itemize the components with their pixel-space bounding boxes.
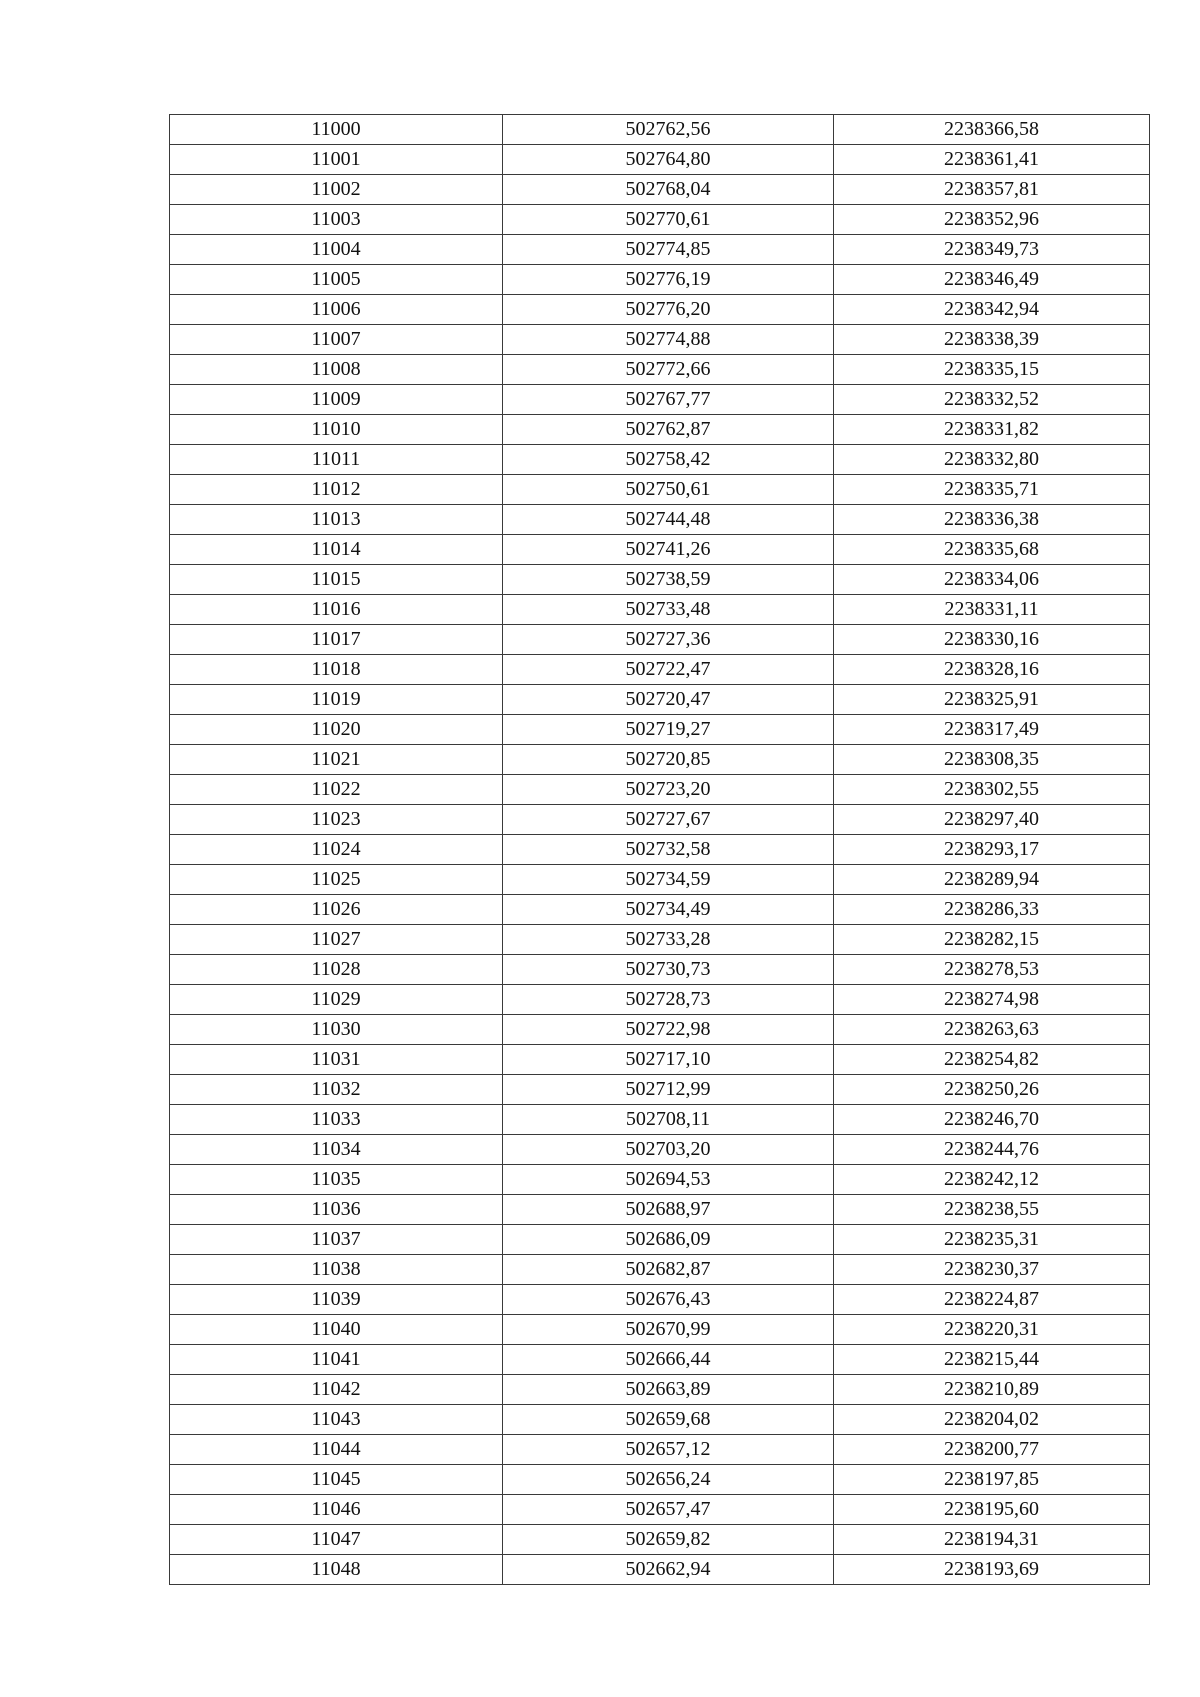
x-coordinate-cell: 502688,97	[503, 1195, 834, 1225]
point-number-cell: 11007	[170, 325, 503, 355]
point-number-cell: 11008	[170, 355, 503, 385]
table-row	[170, 445, 1150, 475]
y-coordinate-cell: 2238250,26	[834, 1075, 1150, 1105]
point-number-cell: 11024	[170, 835, 503, 865]
table-row	[170, 115, 1150, 145]
table-row	[170, 175, 1150, 205]
x-coordinate-cell: 502728,73	[503, 985, 834, 1015]
x-coordinate-cell: 502712,99	[503, 1075, 834, 1105]
x-coordinate-cell: 502720,47	[503, 685, 834, 715]
y-coordinate-cell: 2238336,38	[834, 505, 1150, 535]
table-row	[170, 505, 1150, 535]
table-row	[170, 145, 1150, 175]
point-number-cell: 11042	[170, 1375, 503, 1405]
point-number-cell: 11044	[170, 1435, 503, 1465]
x-coordinate-cell: 502727,67	[503, 805, 834, 835]
point-number-cell: 11032	[170, 1075, 503, 1105]
table-row	[170, 1075, 1150, 1105]
point-number-cell: 11010	[170, 415, 503, 445]
y-coordinate-cell: 2238193,69	[834, 1555, 1150, 1585]
x-coordinate-cell: 502768,04	[503, 175, 834, 205]
table-row	[170, 1165, 1150, 1195]
point-number-cell: 11009	[170, 385, 503, 415]
x-coordinate-cell: 502723,20	[503, 775, 834, 805]
y-coordinate-cell: 2238200,77	[834, 1435, 1150, 1465]
table-row	[170, 1315, 1150, 1345]
y-coordinate-cell: 2238244,76	[834, 1135, 1150, 1165]
point-number-cell: 11027	[170, 925, 503, 955]
y-coordinate-cell: 2238238,55	[834, 1195, 1150, 1225]
y-coordinate-cell: 2238335,15	[834, 355, 1150, 385]
x-coordinate-cell: 502762,56	[503, 115, 834, 145]
point-number-cell: 11038	[170, 1255, 503, 1285]
point-number-cell: 11001	[170, 145, 503, 175]
y-coordinate-cell: 2238335,68	[834, 535, 1150, 565]
point-number-cell: 11002	[170, 175, 503, 205]
table-row	[170, 1375, 1150, 1405]
table-row	[170, 325, 1150, 355]
y-coordinate-cell: 2238224,87	[834, 1285, 1150, 1315]
coordinates-table	[169, 114, 1150, 1585]
y-coordinate-cell: 2238342,94	[834, 295, 1150, 325]
x-coordinate-cell: 502720,85	[503, 745, 834, 775]
point-number-cell: 11017	[170, 625, 503, 655]
y-coordinate-cell: 2238210,89	[834, 1375, 1150, 1405]
table-row	[170, 955, 1150, 985]
y-coordinate-cell: 2238263,63	[834, 1015, 1150, 1045]
x-coordinate-cell: 502686,09	[503, 1225, 834, 1255]
y-coordinate-cell: 2238204,02	[834, 1405, 1150, 1435]
point-number-cell: 11019	[170, 685, 503, 715]
table-row	[170, 1495, 1150, 1525]
y-coordinate-cell: 2238317,49	[834, 715, 1150, 745]
x-coordinate-cell: 502750,61	[503, 475, 834, 505]
table-row	[170, 625, 1150, 655]
point-number-cell: 11003	[170, 205, 503, 235]
x-coordinate-cell: 502764,80	[503, 145, 834, 175]
y-coordinate-cell: 2238332,52	[834, 385, 1150, 415]
table-row	[170, 565, 1150, 595]
point-number-cell: 11036	[170, 1195, 503, 1225]
point-number-cell: 11031	[170, 1045, 503, 1075]
y-coordinate-cell: 2238332,80	[834, 445, 1150, 475]
y-coordinate-cell: 2238346,49	[834, 265, 1150, 295]
y-coordinate-cell: 2238230,37	[834, 1255, 1150, 1285]
x-coordinate-cell: 502657,12	[503, 1435, 834, 1465]
y-coordinate-cell: 2238302,55	[834, 775, 1150, 805]
point-number-cell: 11026	[170, 895, 503, 925]
table-row	[170, 595, 1150, 625]
table-row	[170, 745, 1150, 775]
x-coordinate-cell: 502656,24	[503, 1465, 834, 1495]
x-coordinate-cell: 502719,27	[503, 715, 834, 745]
point-number-cell: 11000	[170, 115, 503, 145]
y-coordinate-cell: 2238328,16	[834, 655, 1150, 685]
y-coordinate-cell: 2238352,96	[834, 205, 1150, 235]
x-coordinate-cell: 502727,36	[503, 625, 834, 655]
point-number-cell: 11039	[170, 1285, 503, 1315]
x-coordinate-cell: 502703,20	[503, 1135, 834, 1165]
x-coordinate-cell: 502657,47	[503, 1495, 834, 1525]
table-row	[170, 1525, 1150, 1555]
x-coordinate-cell: 502774,85	[503, 235, 834, 265]
table-row	[170, 475, 1150, 505]
x-coordinate-cell: 502734,49	[503, 895, 834, 925]
table-row	[170, 985, 1150, 1015]
y-coordinate-cell: 2238197,85	[834, 1465, 1150, 1495]
x-coordinate-cell: 502666,44	[503, 1345, 834, 1375]
table-row	[170, 355, 1150, 385]
point-number-cell: 11035	[170, 1165, 503, 1195]
x-coordinate-cell: 502741,26	[503, 535, 834, 565]
table-row	[170, 925, 1150, 955]
table-row	[170, 205, 1150, 235]
y-coordinate-cell: 2238331,11	[834, 595, 1150, 625]
point-number-cell: 11004	[170, 235, 503, 265]
table-row	[170, 685, 1150, 715]
y-coordinate-cell: 2238330,16	[834, 625, 1150, 655]
y-coordinate-cell: 2238366,58	[834, 115, 1150, 145]
table-row	[170, 235, 1150, 265]
x-coordinate-cell: 502733,28	[503, 925, 834, 955]
y-coordinate-cell: 2238361,41	[834, 145, 1150, 175]
table-row	[170, 1465, 1150, 1495]
point-number-cell: 11020	[170, 715, 503, 745]
point-number-cell: 11030	[170, 1015, 503, 1045]
point-number-cell: 11043	[170, 1405, 503, 1435]
x-coordinate-cell: 502694,53	[503, 1165, 834, 1195]
point-number-cell: 11033	[170, 1105, 503, 1135]
y-coordinate-cell: 2238297,40	[834, 805, 1150, 835]
table-row	[170, 865, 1150, 895]
point-number-cell: 11029	[170, 985, 503, 1015]
x-coordinate-cell: 502738,59	[503, 565, 834, 595]
table-row	[170, 1255, 1150, 1285]
point-number-cell: 11037	[170, 1225, 503, 1255]
x-coordinate-cell: 502682,87	[503, 1255, 834, 1285]
table-row	[170, 1015, 1150, 1045]
point-number-cell: 11046	[170, 1495, 503, 1525]
y-coordinate-cell: 2238235,31	[834, 1225, 1150, 1255]
y-coordinate-cell: 2238308,35	[834, 745, 1150, 775]
y-coordinate-cell: 2238334,06	[834, 565, 1150, 595]
x-coordinate-cell: 502670,99	[503, 1315, 834, 1345]
point-number-cell: 11014	[170, 535, 503, 565]
point-number-cell: 11013	[170, 505, 503, 535]
x-coordinate-cell: 502774,88	[503, 325, 834, 355]
table-row	[170, 265, 1150, 295]
y-coordinate-cell: 2238194,31	[834, 1525, 1150, 1555]
y-coordinate-cell: 2238215,44	[834, 1345, 1150, 1375]
y-coordinate-cell: 2238242,12	[834, 1165, 1150, 1195]
point-number-cell: 11048	[170, 1555, 503, 1585]
x-coordinate-cell: 502662,94	[503, 1555, 834, 1585]
x-coordinate-cell: 502770,61	[503, 205, 834, 235]
point-number-cell: 11023	[170, 805, 503, 835]
y-coordinate-cell: 2238274,98	[834, 985, 1150, 1015]
x-coordinate-cell: 502708,11	[503, 1105, 834, 1135]
x-coordinate-cell: 502663,89	[503, 1375, 834, 1405]
table-row	[170, 535, 1150, 565]
point-number-cell: 11021	[170, 745, 503, 775]
table-row	[170, 295, 1150, 325]
point-number-cell: 11015	[170, 565, 503, 595]
table-row	[170, 415, 1150, 445]
y-coordinate-cell: 2238293,17	[834, 835, 1150, 865]
y-coordinate-cell: 2238286,33	[834, 895, 1150, 925]
x-coordinate-cell: 502776,20	[503, 295, 834, 325]
y-coordinate-cell: 2238195,60	[834, 1495, 1150, 1525]
x-coordinate-cell: 502772,66	[503, 355, 834, 385]
point-number-cell: 11005	[170, 265, 503, 295]
y-coordinate-cell: 2238246,70	[834, 1105, 1150, 1135]
point-number-cell: 11022	[170, 775, 503, 805]
y-coordinate-cell: 2238335,71	[834, 475, 1150, 505]
y-coordinate-cell: 2238289,94	[834, 865, 1150, 895]
x-coordinate-cell: 502722,98	[503, 1015, 834, 1045]
y-coordinate-cell: 2238357,81	[834, 175, 1150, 205]
y-coordinate-cell: 2238349,73	[834, 235, 1150, 265]
x-coordinate-cell: 502758,42	[503, 445, 834, 475]
x-coordinate-cell: 502734,59	[503, 865, 834, 895]
table-row	[170, 1345, 1150, 1375]
table-row	[170, 1135, 1150, 1165]
x-coordinate-cell: 502676,43	[503, 1285, 834, 1315]
point-number-cell: 11028	[170, 955, 503, 985]
table-row	[170, 1045, 1150, 1075]
y-coordinate-cell: 2238338,39	[834, 325, 1150, 355]
point-number-cell: 11016	[170, 595, 503, 625]
point-number-cell: 11045	[170, 1465, 503, 1495]
x-coordinate-cell: 502767,77	[503, 385, 834, 415]
point-number-cell: 11040	[170, 1315, 503, 1345]
table-row	[170, 385, 1150, 415]
point-number-cell: 11011	[170, 445, 503, 475]
table-row	[170, 1405, 1150, 1435]
table-row	[170, 715, 1150, 745]
table-row	[170, 1555, 1150, 1585]
x-coordinate-cell: 502744,48	[503, 505, 834, 535]
x-coordinate-cell: 502730,73	[503, 955, 834, 985]
table-row	[170, 655, 1150, 685]
point-number-cell: 11018	[170, 655, 503, 685]
x-coordinate-cell: 502659,82	[503, 1525, 834, 1555]
x-coordinate-cell: 502659,68	[503, 1405, 834, 1435]
x-coordinate-cell: 502732,58	[503, 835, 834, 865]
table-row	[170, 1195, 1150, 1225]
coordinates-table-body	[170, 115, 1150, 1585]
point-number-cell: 11006	[170, 295, 503, 325]
x-coordinate-cell: 502776,19	[503, 265, 834, 295]
table-row	[170, 835, 1150, 865]
y-coordinate-cell: 2238254,82	[834, 1045, 1150, 1075]
point-number-cell: 11047	[170, 1525, 503, 1555]
table-row	[170, 1285, 1150, 1315]
table-row	[170, 1105, 1150, 1135]
y-coordinate-cell: 2238220,31	[834, 1315, 1150, 1345]
point-number-cell: 11012	[170, 475, 503, 505]
table-row	[170, 895, 1150, 925]
table-row	[170, 1435, 1150, 1465]
table-row	[170, 805, 1150, 835]
y-coordinate-cell: 2238282,15	[834, 925, 1150, 955]
table-row	[170, 1225, 1150, 1255]
point-number-cell: 11034	[170, 1135, 503, 1165]
x-coordinate-cell: 502733,48	[503, 595, 834, 625]
y-coordinate-cell: 2238331,82	[834, 415, 1150, 445]
point-number-cell: 11025	[170, 865, 503, 895]
x-coordinate-cell: 502717,10	[503, 1045, 834, 1075]
x-coordinate-cell: 502762,87	[503, 415, 834, 445]
y-coordinate-cell: 2238278,53	[834, 955, 1150, 985]
point-number-cell: 11041	[170, 1345, 503, 1375]
y-coordinate-cell: 2238325,91	[834, 685, 1150, 715]
table-row	[170, 775, 1150, 805]
x-coordinate-cell: 502722,47	[503, 655, 834, 685]
